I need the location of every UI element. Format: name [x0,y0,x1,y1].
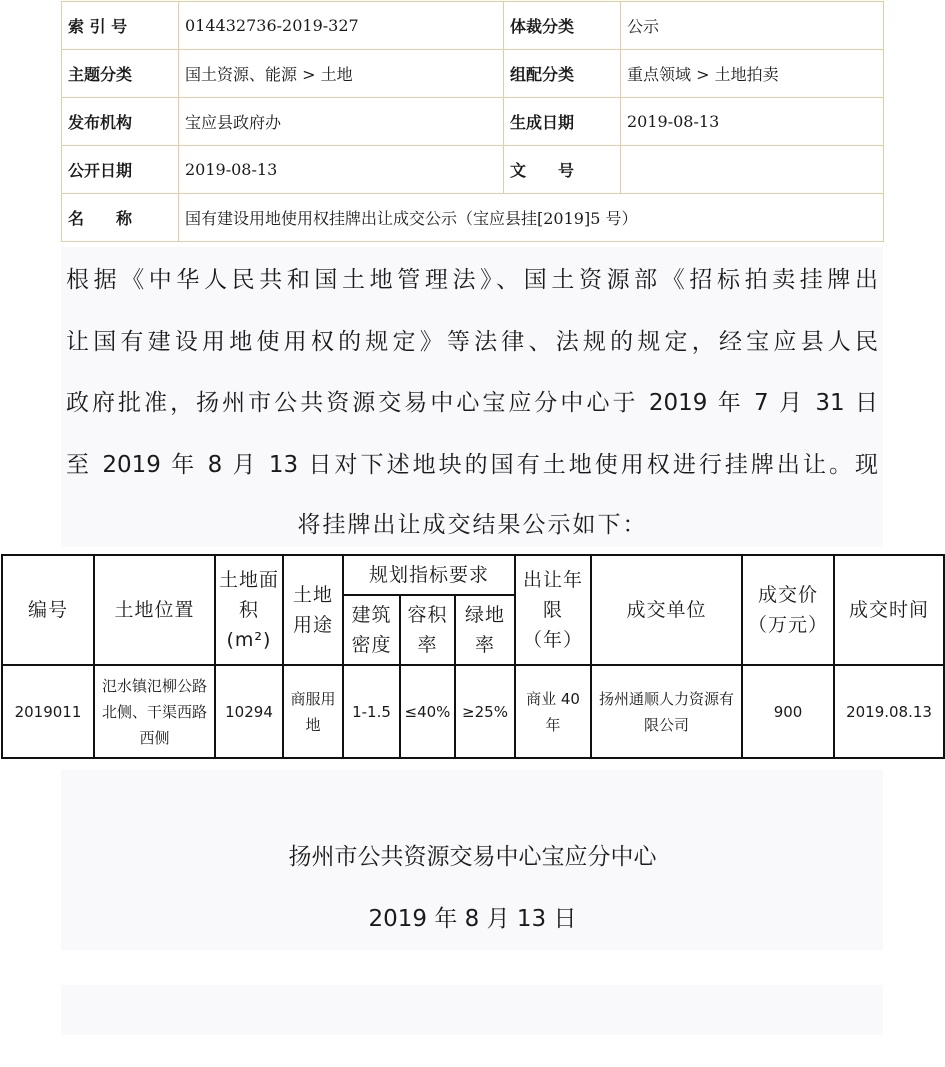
cell-price: 900 [742,665,834,758]
background-panel-footer [61,985,883,1035]
cell-term: 商业 40 年 [515,665,591,758]
col-time-header: 成交时间 [834,555,944,665]
metadata-row [62,146,884,194]
paragraph-line: 政府批准，扬州市公共资源交易中心宝应分中心于 2019 年 7 月 31 日 [66,390,878,416]
paragraph-last-line: 将挂牌出让成交结果公示如下： [297,512,648,538]
cell-time: 2019.08.13 [834,665,944,758]
col-term-header: 出让年限（年） [515,555,591,665]
col-green-ratio-header: 绿地率 [455,595,515,665]
publisher-label: 发布机构 [62,98,179,146]
created-date-value: 2019-08-13 [621,98,884,146]
notice-paragraph [66,250,878,496]
index-number-value: 014432736-2019-327 [179,2,504,50]
cell-density: 1-1.5 [343,665,400,758]
table-row [2,665,944,758]
genre-value: 公示 [621,2,884,50]
topic-label: 主题分类 [62,50,179,98]
cell-winner: 扬州通顺人力资源有限公司 [591,665,742,758]
paragraph-line: 根据《中华人民共和国土地管理法》、国土资源部《招标拍卖挂牌出 [66,267,878,293]
metadata-row [62,194,884,242]
title-label: 名 称 [62,194,179,242]
cell-location: 氾水镇氾柳公路北侧、干渠西路西侧 [94,665,215,758]
paragraph-line: 至 2019 年 8 月 13 日对下述地块的国有土地使用权进行挂牌出让。现 [66,451,878,478]
header-row [2,555,944,595]
metadata-table [61,1,884,242]
publish-date-label: 公开日期 [62,146,179,194]
title-value: 国有建设用地使用权挂牌出让成交公示（宝应县挂[2019]5 号） [179,194,884,242]
doc-number-value [621,146,884,194]
cell-green-ratio: ≥25% [455,665,515,758]
category-label: 组配分类 [504,50,621,98]
cell-plot-ratio: ≤40% [400,665,455,758]
results-table [1,554,945,759]
metadata-row [62,98,884,146]
index-number-label: 索 引 号 [62,2,179,50]
col-area-header: 土地面积(m²) [215,555,283,665]
col-location-header: 土地位置 [94,555,215,665]
topic-value: 国土资源、能源 > 土地 [179,50,504,98]
metadata-row [62,50,884,98]
metadata-row [62,2,884,50]
publisher-value: 宝应县政府办 [179,98,504,146]
cell-area: 10294 [215,665,283,758]
doc-number-label: 文 号 [504,146,621,194]
signature-organization: 扬州市公共资源交易中心宝应分中心 [288,844,657,870]
col-density-header: 建筑密度 [343,595,400,665]
signature-date: 2019 年 8 月 13 日 [368,906,577,932]
col-planning-header: 规划指标要求 [343,555,515,595]
cell-id: 2019011 [2,665,94,758]
publish-date-value: 2019-08-13 [179,146,504,194]
paragraph-line: 让国有建设用地使用权的规定》等法律、法规的规定，经宝应县人民 [66,328,878,355]
genre-label: 体裁分类 [504,2,621,50]
category-value: 重点领域 > 土地拍卖 [621,50,884,98]
created-date-label: 生成日期 [504,98,621,146]
col-id-header: 编号 [2,555,94,665]
cell-use: 商服用地 [283,665,343,758]
col-use-header: 土地用途 [283,555,343,665]
col-price-header: 成交价（万元） [742,555,834,665]
col-winner-header: 成交单位 [591,555,742,665]
col-plot-ratio-header: 容积率 [400,595,455,665]
